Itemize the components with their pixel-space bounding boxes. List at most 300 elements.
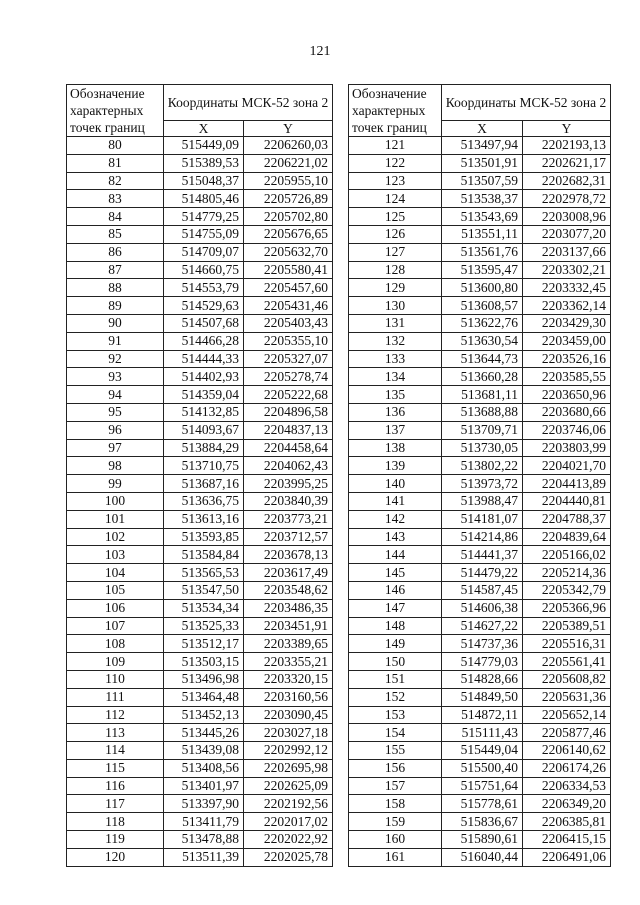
table-row bbox=[349, 528, 611, 546]
y-coordinate-cell: 2202025,78 bbox=[244, 848, 333, 866]
y-coordinate-cell: 2206221,02 bbox=[244, 154, 333, 172]
table-row bbox=[349, 546, 611, 564]
y-coordinate-cell: 2204440,81 bbox=[523, 492, 611, 510]
x-coordinate-cell: 513644,73 bbox=[442, 350, 523, 368]
table-row bbox=[349, 243, 611, 261]
point-number-cell: 95 bbox=[67, 403, 164, 421]
table-row bbox=[67, 759, 333, 777]
x-coordinate-cell: 515449,04 bbox=[442, 742, 523, 760]
table-row bbox=[349, 386, 611, 404]
point-number-cell: 150 bbox=[349, 653, 442, 671]
x-coordinate-cell: 513630,54 bbox=[442, 332, 523, 350]
point-number-cell: 128 bbox=[349, 261, 442, 279]
x-coordinate-cell: 514402,93 bbox=[164, 368, 244, 386]
x-coordinate-cell: 513608,57 bbox=[442, 297, 523, 315]
x-coordinate-cell: 514181,07 bbox=[442, 510, 523, 528]
x-coordinate-cell: 514553,79 bbox=[164, 279, 244, 297]
table-row bbox=[349, 297, 611, 315]
y-coordinate-cell: 2205652,14 bbox=[523, 706, 611, 724]
y-coordinate-cell: 2202625,09 bbox=[244, 777, 333, 795]
point-number-cell: 112 bbox=[67, 706, 164, 724]
point-number-cell: 141 bbox=[349, 492, 442, 510]
y-coordinate-cell: 2203077,20 bbox=[523, 225, 611, 243]
table-row bbox=[67, 653, 333, 671]
point-number-cell: 159 bbox=[349, 813, 442, 831]
point-number-cell: 132 bbox=[349, 332, 442, 350]
y-coordinate-cell: 2205342,79 bbox=[523, 581, 611, 599]
table-row bbox=[67, 510, 333, 528]
table-row bbox=[67, 421, 333, 439]
x-coordinate-cell: 515778,61 bbox=[442, 795, 523, 813]
x-coordinate-cell: 513538,37 bbox=[442, 190, 523, 208]
table-row bbox=[67, 225, 333, 243]
y-coordinate-cell: 2202978,72 bbox=[523, 190, 611, 208]
y-coordinate-cell: 2202682,31 bbox=[523, 172, 611, 190]
point-number-cell: 96 bbox=[67, 421, 164, 439]
y-coordinate-cell: 2205403,43 bbox=[244, 314, 333, 332]
x-coordinate-cell: 513397,90 bbox=[164, 795, 244, 813]
y-coordinate-cell: 2204788,37 bbox=[523, 510, 611, 528]
x-coordinate-cell: 513464,48 bbox=[164, 688, 244, 706]
point-number-cell: 86 bbox=[67, 243, 164, 261]
y-coordinate-cell: 2205457,60 bbox=[244, 279, 333, 297]
table-row bbox=[67, 724, 333, 742]
table-row bbox=[349, 635, 611, 653]
y-coordinate-cell: 2205877,46 bbox=[523, 724, 611, 742]
x-coordinate-cell: 514627,22 bbox=[442, 617, 523, 635]
header-x: X bbox=[442, 121, 523, 137]
header-label: Обозначение характерных точек границ bbox=[349, 85, 442, 137]
x-coordinate-cell: 513561,76 bbox=[442, 243, 523, 261]
x-coordinate-cell: 513411,79 bbox=[164, 813, 244, 831]
table-row bbox=[349, 742, 611, 760]
x-coordinate-cell: 514444,33 bbox=[164, 350, 244, 368]
table-row bbox=[349, 848, 611, 866]
point-number-cell: 131 bbox=[349, 314, 442, 332]
point-number-cell: 151 bbox=[349, 670, 442, 688]
x-coordinate-cell: 514093,67 bbox=[164, 421, 244, 439]
x-coordinate-cell: 515751,64 bbox=[442, 777, 523, 795]
y-coordinate-cell: 2205632,70 bbox=[244, 243, 333, 261]
point-number-cell: 116 bbox=[67, 777, 164, 795]
x-coordinate-cell: 513710,75 bbox=[164, 457, 244, 475]
y-coordinate-cell: 2203712,57 bbox=[244, 528, 333, 546]
y-coordinate-cell: 2203746,06 bbox=[523, 421, 611, 439]
x-coordinate-cell: 513547,50 bbox=[164, 581, 244, 599]
y-coordinate-cell: 2206260,03 bbox=[244, 137, 333, 155]
table-row bbox=[67, 172, 333, 190]
y-coordinate-cell: 2204458,64 bbox=[244, 439, 333, 457]
point-number-cell: 85 bbox=[67, 225, 164, 243]
x-coordinate-cell: 513496,98 bbox=[164, 670, 244, 688]
table-row bbox=[67, 154, 333, 172]
y-coordinate-cell: 2203137,66 bbox=[523, 243, 611, 261]
x-coordinate-cell: 513401,97 bbox=[164, 777, 244, 795]
point-number-cell: 160 bbox=[349, 831, 442, 849]
point-number-cell: 119 bbox=[67, 831, 164, 849]
point-number-cell: 104 bbox=[67, 564, 164, 582]
point-number-cell: 97 bbox=[67, 439, 164, 457]
y-coordinate-cell: 2203678,13 bbox=[244, 546, 333, 564]
x-coordinate-cell: 513445,26 bbox=[164, 724, 244, 742]
point-number-cell: 139 bbox=[349, 457, 442, 475]
point-number-cell: 133 bbox=[349, 350, 442, 368]
table-row bbox=[67, 777, 333, 795]
coordinates-table-left bbox=[66, 84, 333, 867]
x-coordinate-cell: 513593,85 bbox=[164, 528, 244, 546]
x-coordinate-cell: 514359,04 bbox=[164, 386, 244, 404]
y-coordinate-cell: 2203459,00 bbox=[523, 332, 611, 350]
y-coordinate-cell: 2203090,45 bbox=[244, 706, 333, 724]
table-row bbox=[67, 279, 333, 297]
x-coordinate-cell: 514587,45 bbox=[442, 581, 523, 599]
table-row bbox=[349, 368, 611, 386]
point-number-cell: 98 bbox=[67, 457, 164, 475]
table-row bbox=[67, 528, 333, 546]
x-coordinate-cell: 513512,17 bbox=[164, 635, 244, 653]
x-coordinate-cell: 513613,16 bbox=[164, 510, 244, 528]
table-row bbox=[349, 279, 611, 297]
point-number-cell: 123 bbox=[349, 172, 442, 190]
point-number-cell: 161 bbox=[349, 848, 442, 866]
table-row bbox=[67, 190, 333, 208]
y-coordinate-cell: 2203008,96 bbox=[523, 208, 611, 226]
table-row bbox=[349, 314, 611, 332]
y-coordinate-cell: 2205366,96 bbox=[523, 599, 611, 617]
point-number-cell: 89 bbox=[67, 297, 164, 315]
y-coordinate-cell: 2203995,25 bbox=[244, 475, 333, 493]
table-row bbox=[67, 475, 333, 493]
point-number-cell: 140 bbox=[349, 475, 442, 493]
x-coordinate-cell: 514755,09 bbox=[164, 225, 244, 243]
point-number-cell: 148 bbox=[349, 617, 442, 635]
table-row bbox=[349, 759, 611, 777]
y-coordinate-cell: 2205676,65 bbox=[244, 225, 333, 243]
point-number-cell: 117 bbox=[67, 795, 164, 813]
table-row bbox=[67, 350, 333, 368]
table-row bbox=[67, 137, 333, 155]
x-coordinate-cell: 513507,59 bbox=[442, 172, 523, 190]
table-row bbox=[67, 848, 333, 866]
table-row bbox=[349, 208, 611, 226]
y-coordinate-cell: 2203803,99 bbox=[523, 439, 611, 457]
table-row bbox=[67, 581, 333, 599]
x-coordinate-cell: 513709,71 bbox=[442, 421, 523, 439]
table-row bbox=[349, 564, 611, 582]
table-row bbox=[349, 492, 611, 510]
table-body-left bbox=[67, 137, 333, 867]
point-number-cell: 120 bbox=[67, 848, 164, 866]
table-row bbox=[349, 724, 611, 742]
point-number-cell: 87 bbox=[67, 261, 164, 279]
y-coordinate-cell: 2206140,62 bbox=[523, 742, 611, 760]
x-coordinate-cell: 513988,47 bbox=[442, 492, 523, 510]
x-coordinate-cell: 513600,80 bbox=[442, 279, 523, 297]
y-coordinate-cell: 2204839,64 bbox=[523, 528, 611, 546]
point-number-cell: 152 bbox=[349, 688, 442, 706]
y-coordinate-cell: 2205516,31 bbox=[523, 635, 611, 653]
table-row bbox=[349, 190, 611, 208]
y-coordinate-cell: 2205726,89 bbox=[244, 190, 333, 208]
point-number-cell: 103 bbox=[67, 546, 164, 564]
x-coordinate-cell: 513408,56 bbox=[164, 759, 244, 777]
y-coordinate-cell: 2206334,53 bbox=[523, 777, 611, 795]
y-coordinate-cell: 2204413,89 bbox=[523, 475, 611, 493]
point-number-cell: 88 bbox=[67, 279, 164, 297]
x-coordinate-cell: 514529,63 bbox=[164, 297, 244, 315]
point-number-cell: 109 bbox=[67, 653, 164, 671]
y-coordinate-cell: 2203332,45 bbox=[523, 279, 611, 297]
y-coordinate-cell: 2202017,02 bbox=[244, 813, 333, 831]
table-row bbox=[67, 599, 333, 617]
table-row bbox=[349, 154, 611, 172]
point-number-cell: 93 bbox=[67, 368, 164, 386]
y-coordinate-cell: 2202992,12 bbox=[244, 742, 333, 760]
point-number-cell: 101 bbox=[67, 510, 164, 528]
point-number-cell: 83 bbox=[67, 190, 164, 208]
table-body-right bbox=[349, 137, 611, 867]
x-coordinate-cell: 514709,07 bbox=[164, 243, 244, 261]
y-coordinate-cell: 2205222,68 bbox=[244, 386, 333, 404]
x-coordinate-cell: 514737,36 bbox=[442, 635, 523, 653]
x-coordinate-cell: 513681,11 bbox=[442, 386, 523, 404]
y-coordinate-cell: 2202192,56 bbox=[244, 795, 333, 813]
x-coordinate-cell: 513565,53 bbox=[164, 564, 244, 582]
point-number-cell: 143 bbox=[349, 528, 442, 546]
point-number-cell: 80 bbox=[67, 137, 164, 155]
y-coordinate-cell: 2205702,80 bbox=[244, 208, 333, 226]
point-number-cell: 111 bbox=[67, 688, 164, 706]
x-coordinate-cell: 514805,46 bbox=[164, 190, 244, 208]
y-coordinate-cell: 2206349,20 bbox=[523, 795, 611, 813]
y-coordinate-cell: 2202193,13 bbox=[523, 137, 611, 155]
table-row bbox=[67, 635, 333, 653]
page-number: 121 bbox=[309, 44, 331, 59]
x-coordinate-cell: 514849,50 bbox=[442, 688, 523, 706]
y-coordinate-cell: 2206174,26 bbox=[523, 759, 611, 777]
x-coordinate-cell: 514132,85 bbox=[164, 403, 244, 421]
y-coordinate-cell: 2205389,51 bbox=[523, 617, 611, 635]
y-coordinate-cell: 2203617,49 bbox=[244, 564, 333, 582]
point-number-cell: 149 bbox=[349, 635, 442, 653]
y-coordinate-cell: 2205955,10 bbox=[244, 172, 333, 190]
point-number-cell: 146 bbox=[349, 581, 442, 599]
table-row bbox=[349, 688, 611, 706]
x-coordinate-cell: 513501,91 bbox=[442, 154, 523, 172]
y-coordinate-cell: 2205631,36 bbox=[523, 688, 611, 706]
point-number-cell: 124 bbox=[349, 190, 442, 208]
table-row bbox=[349, 350, 611, 368]
table-row bbox=[67, 457, 333, 475]
point-number-cell: 84 bbox=[67, 208, 164, 226]
y-coordinate-cell: 2205278,74 bbox=[244, 368, 333, 386]
point-number-cell: 115 bbox=[67, 759, 164, 777]
point-number-cell: 145 bbox=[349, 564, 442, 582]
table-row bbox=[67, 403, 333, 421]
x-coordinate-cell: 514606,38 bbox=[442, 599, 523, 617]
table-row bbox=[349, 831, 611, 849]
x-coordinate-cell: 513622,76 bbox=[442, 314, 523, 332]
point-number-cell: 125 bbox=[349, 208, 442, 226]
point-number-cell: 154 bbox=[349, 724, 442, 742]
table-row bbox=[67, 742, 333, 760]
y-coordinate-cell: 2204021,70 bbox=[523, 457, 611, 475]
table-row bbox=[349, 137, 611, 155]
point-number-cell: 82 bbox=[67, 172, 164, 190]
x-coordinate-cell: 513534,34 bbox=[164, 599, 244, 617]
point-number-cell: 157 bbox=[349, 777, 442, 795]
y-coordinate-cell: 2205214,36 bbox=[523, 564, 611, 582]
y-coordinate-cell: 2203650,96 bbox=[523, 386, 611, 404]
y-coordinate-cell: 2203680,66 bbox=[523, 403, 611, 421]
point-number-cell: 158 bbox=[349, 795, 442, 813]
y-coordinate-cell: 2203548,62 bbox=[244, 581, 333, 599]
x-coordinate-cell: 513636,75 bbox=[164, 492, 244, 510]
table-row bbox=[67, 297, 333, 315]
y-coordinate-cell: 2203389,65 bbox=[244, 635, 333, 653]
point-number-cell: 99 bbox=[67, 475, 164, 493]
y-coordinate-cell: 2206415,15 bbox=[523, 831, 611, 849]
point-number-cell: 156 bbox=[349, 759, 442, 777]
point-number-cell: 155 bbox=[349, 742, 442, 760]
x-coordinate-cell: 513660,28 bbox=[442, 368, 523, 386]
header-label: Обозначение характерных точек границ bbox=[67, 85, 164, 137]
x-coordinate-cell: 514779,25 bbox=[164, 208, 244, 226]
x-coordinate-cell: 513730,05 bbox=[442, 439, 523, 457]
table-row bbox=[349, 225, 611, 243]
y-coordinate-cell: 2203362,14 bbox=[523, 297, 611, 315]
y-coordinate-cell: 2203773,21 bbox=[244, 510, 333, 528]
table-row bbox=[349, 510, 611, 528]
table-row bbox=[349, 599, 611, 617]
y-coordinate-cell: 2206491,06 bbox=[523, 848, 611, 866]
y-coordinate-cell: 2204896,58 bbox=[244, 403, 333, 421]
x-coordinate-cell: 514507,68 bbox=[164, 314, 244, 332]
point-number-cell: 94 bbox=[67, 386, 164, 404]
x-coordinate-cell: 513503,15 bbox=[164, 653, 244, 671]
x-coordinate-cell: 514479,22 bbox=[442, 564, 523, 582]
x-coordinate-cell: 513452,13 bbox=[164, 706, 244, 724]
x-coordinate-cell: 514779,03 bbox=[442, 653, 523, 671]
y-coordinate-cell: 2203840,39 bbox=[244, 492, 333, 510]
table-row bbox=[349, 617, 611, 635]
point-number-cell: 107 bbox=[67, 617, 164, 635]
x-coordinate-cell: 514441,37 bbox=[442, 546, 523, 564]
header-y: Y bbox=[523, 121, 611, 137]
x-coordinate-cell: 515500,40 bbox=[442, 759, 523, 777]
table-row bbox=[349, 403, 611, 421]
y-coordinate-cell: 2204062,43 bbox=[244, 457, 333, 475]
x-coordinate-cell: 513688,88 bbox=[442, 403, 523, 421]
point-number-cell: 106 bbox=[67, 599, 164, 617]
y-coordinate-cell: 2203486,35 bbox=[244, 599, 333, 617]
table-row bbox=[67, 243, 333, 261]
y-coordinate-cell: 2205561,41 bbox=[523, 653, 611, 671]
x-coordinate-cell: 513584,84 bbox=[164, 546, 244, 564]
table-row bbox=[67, 261, 333, 279]
point-number-cell: 118 bbox=[67, 813, 164, 831]
x-coordinate-cell: 515836,67 bbox=[442, 813, 523, 831]
point-number-cell: 122 bbox=[349, 154, 442, 172]
x-coordinate-cell: 513525,33 bbox=[164, 617, 244, 635]
y-coordinate-cell: 2205166,02 bbox=[523, 546, 611, 564]
x-coordinate-cell: 513478,88 bbox=[164, 831, 244, 849]
table-row bbox=[67, 813, 333, 831]
table-row bbox=[349, 172, 611, 190]
table-row bbox=[67, 795, 333, 813]
x-coordinate-cell: 513497,94 bbox=[442, 137, 523, 155]
x-coordinate-cell: 516040,44 bbox=[442, 848, 523, 866]
x-coordinate-cell: 514828,66 bbox=[442, 670, 523, 688]
x-coordinate-cell: 515111,43 bbox=[442, 724, 523, 742]
point-number-cell: 137 bbox=[349, 421, 442, 439]
table-row bbox=[349, 439, 611, 457]
point-number-cell: 100 bbox=[67, 492, 164, 510]
point-number-cell: 110 bbox=[67, 670, 164, 688]
x-coordinate-cell: 513687,16 bbox=[164, 475, 244, 493]
header-coords: Координаты МСК-52 зона 2 bbox=[442, 85, 611, 121]
table-row bbox=[349, 475, 611, 493]
point-number-cell: 102 bbox=[67, 528, 164, 546]
point-number-cell: 105 bbox=[67, 581, 164, 599]
table-row bbox=[349, 795, 611, 813]
y-coordinate-cell: 2206385,81 bbox=[523, 813, 611, 831]
table-row bbox=[349, 653, 611, 671]
point-number-cell: 144 bbox=[349, 546, 442, 564]
table-row bbox=[67, 386, 333, 404]
y-coordinate-cell: 2205355,10 bbox=[244, 332, 333, 350]
table-row bbox=[349, 670, 611, 688]
y-coordinate-cell: 2203302,21 bbox=[523, 261, 611, 279]
point-number-cell: 126 bbox=[349, 225, 442, 243]
table-row bbox=[67, 564, 333, 582]
y-coordinate-cell: 2205327,07 bbox=[244, 350, 333, 368]
x-coordinate-cell: 514872,11 bbox=[442, 706, 523, 724]
point-number-cell: 130 bbox=[349, 297, 442, 315]
y-coordinate-cell: 2202022,92 bbox=[244, 831, 333, 849]
y-coordinate-cell: 2203585,55 bbox=[523, 368, 611, 386]
point-number-cell: 129 bbox=[349, 279, 442, 297]
table-row bbox=[67, 208, 333, 226]
header-x: X bbox=[164, 121, 244, 137]
y-coordinate-cell: 2205580,41 bbox=[244, 261, 333, 279]
table-row bbox=[67, 706, 333, 724]
point-number-cell: 81 bbox=[67, 154, 164, 172]
point-number-cell: 114 bbox=[67, 742, 164, 760]
table-row bbox=[349, 261, 611, 279]
x-coordinate-cell: 513439,08 bbox=[164, 742, 244, 760]
table-row bbox=[67, 332, 333, 350]
point-number-cell: 135 bbox=[349, 386, 442, 404]
table-row bbox=[349, 813, 611, 831]
table-row bbox=[67, 439, 333, 457]
point-number-cell: 92 bbox=[67, 350, 164, 368]
x-coordinate-cell: 515048,37 bbox=[164, 172, 244, 190]
x-coordinate-cell: 513543,69 bbox=[442, 208, 523, 226]
table-row bbox=[67, 546, 333, 564]
y-coordinate-cell: 2203355,21 bbox=[244, 653, 333, 671]
point-number-cell: 121 bbox=[349, 137, 442, 155]
x-coordinate-cell: 513973,72 bbox=[442, 475, 523, 493]
point-number-cell: 91 bbox=[67, 332, 164, 350]
x-coordinate-cell: 514660,75 bbox=[164, 261, 244, 279]
table-row bbox=[349, 457, 611, 475]
coordinates-table-right bbox=[348, 84, 611, 867]
point-number-cell: 113 bbox=[67, 724, 164, 742]
y-coordinate-cell: 2203526,16 bbox=[523, 350, 611, 368]
y-coordinate-cell: 2202695,98 bbox=[244, 759, 333, 777]
table-row bbox=[349, 777, 611, 795]
